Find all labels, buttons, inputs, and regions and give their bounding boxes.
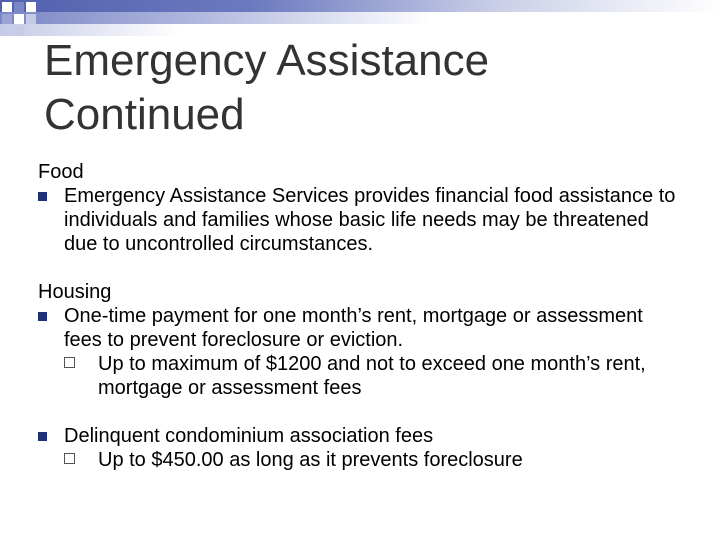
decorative-square-icon (14, 14, 24, 24)
filled-square-icon (38, 192, 47, 201)
sub-list-item (64, 448, 678, 472)
title-line: Emergency Assistance (44, 36, 490, 85)
list-item (38, 304, 678, 352)
section-heading-housing: Housing (38, 281, 112, 303)
sub-list-item (64, 352, 678, 400)
decorative-square-icon (14, 2, 24, 12)
filled-square-icon (38, 432, 47, 441)
bullet-text: Emergency Assistance Services provides financial food assistance to individuals and families whose basic life needs may be threatened due to uncontrolled circumstances. (64, 185, 676, 255)
header-band-row (0, 0, 720, 12)
header-band-row (0, 12, 720, 24)
page-title (44, 34, 684, 142)
slide-content (38, 160, 678, 472)
list-item (38, 424, 678, 448)
decorative-square-icon (2, 2, 12, 12)
decorative-square-icon (26, 14, 36, 24)
list-item (38, 184, 678, 256)
bullet-text: One-time payment for one month’s rent, mortgage or assessment fees to prevent foreclosure or eviction. (64, 305, 643, 351)
decorative-square-icon (2, 14, 12, 24)
filled-square-icon (38, 312, 47, 321)
hollow-square-icon (64, 453, 75, 464)
sub-bullet-text: Up to maximum of $1200 and not to exceed one month’s rent, mortgage or assessment fees (98, 353, 646, 399)
section-heading-food: Food (38, 161, 84, 183)
decorative-square-icon (14, 26, 24, 36)
sub-bullet-text: Up to $450.00 as long as it prevents foreclosure (98, 449, 523, 471)
hollow-square-icon (64, 357, 75, 368)
decorative-square-icon (26, 2, 36, 12)
bullet-text: Delinquent condominium association fees (64, 425, 434, 447)
title-line: Continued (44, 90, 245, 139)
header-band (0, 0, 720, 36)
